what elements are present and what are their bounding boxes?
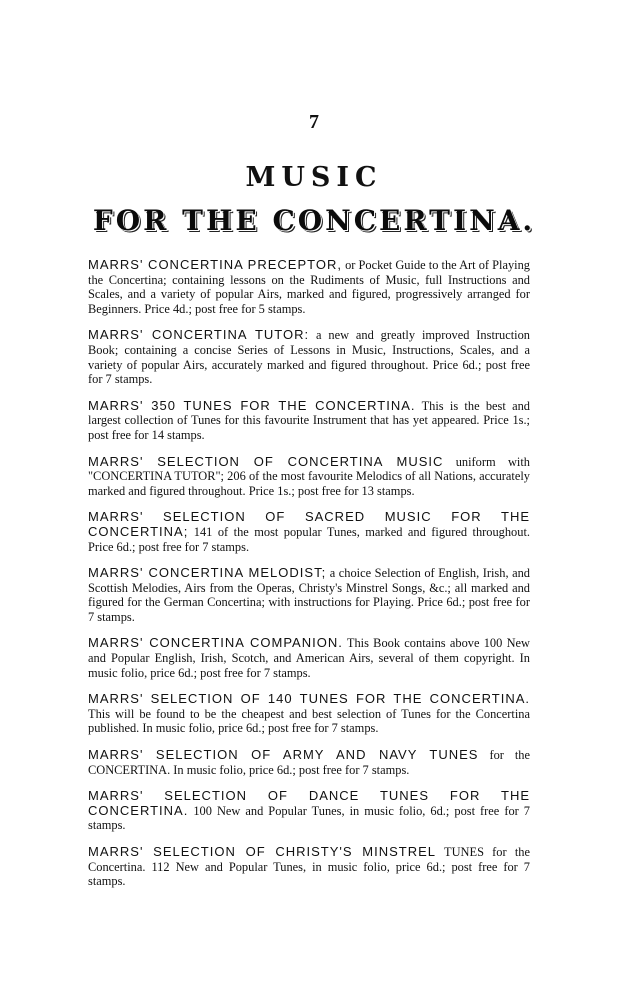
catalogue-entry xyxy=(88,636,530,680)
entry-title: MARRS' CONCERTINA COMPANION. xyxy=(88,635,343,651)
entry-description: 141 of the most popular Tunes, marked and figured throughout. Price 6d.; post free for 7 stamps. xyxy=(88,524,530,554)
catalogue-entry xyxy=(88,258,530,316)
catalogue-entry xyxy=(88,692,530,736)
catalogue-entry xyxy=(88,399,530,443)
entry-title: MARRS' SELECTION OF CONCERTINA MUSIC xyxy=(88,453,444,469)
entry-description: This will be found to be the cheapest and best selection of Tunes for the Concertina published. In music folio, price 6d.; post free for 7 stamps. xyxy=(88,706,530,736)
entry-description: a choice Selection of English, Irish, and Scottish Melodies, Airs from the Operas, Christy's Minstrel Songs, &c.; all marked and figured for the German Concertina; with instructions for Playing. Price 6d.; post free for 7 stamps. xyxy=(88,566,530,624)
catalogue-entry xyxy=(88,789,530,833)
entry-description: This is the best and largest collection of Tunes for this favourite Instrument that has yet appeared. Price 1s.; post free for 14 stamps. xyxy=(88,398,530,442)
catalogue-entry xyxy=(88,845,530,889)
page-number: 7 xyxy=(309,111,319,133)
entry-title: MARRS' CONCERTINA PRECEPTOR, xyxy=(88,257,342,272)
entry-title: MARRS' CONCERTINA TUTOR: xyxy=(88,327,310,343)
catalogue-entry xyxy=(88,455,530,499)
entry-description: This Book contains above 100 New and Popular English, Irish, Scotch, and American Airs, several of them copyright. In music folio, price 6d.; post free for 7 stamps. xyxy=(88,636,530,680)
entry-title: MARRS' SELECTION OF DANCE TUNES FOR THE CONCERTINA. xyxy=(88,788,530,818)
catalogue-entry xyxy=(88,566,530,624)
entry-description: TUNES for the Concertina. 112 New and Popular Tunes, in music folio, price 6d.; post free for 7 stamps. xyxy=(88,845,530,889)
catalogue-entry xyxy=(88,328,530,386)
entry-title: MARRS' SELECTION OF 140 TUNES FOR THE CONCERTINA. xyxy=(88,691,530,707)
entry-title: MARRS' SELECTION OF SACRED MUSIC FOR THE CONCERTINA; xyxy=(88,509,530,539)
heading-music: MUSIC xyxy=(245,162,383,193)
catalogue-list xyxy=(88,258,530,901)
entry-description: 100 New and Popular Tunes, in music folio, 6d.; post free for 7 stamps. xyxy=(88,803,530,833)
entry-title: MARRS' SELECTION OF CHRISTY'S MINSTREL xyxy=(88,844,437,859)
entry-title: MARRS' 350 TUNES FOR THE CONCERTINA. xyxy=(88,397,416,413)
entry-description: uniform with "CONCERTINA TUTOR"; 206 of the most favourite Melodics of all Nations, accurately marked and figured throughout. Price 1s.; post free for 13 stamps. xyxy=(88,454,530,498)
entry-description: for the CONCERTINA. In music folio, price 6d.; post free for 7 stamps. xyxy=(88,748,531,777)
entry-description: a new and greatly improved Instruction Book; containing a concise Series of Lessons in Music, Instructions, Scales, and a variety of popular Airs, accurately marked and figured throughout. Price 6d.; post free for 7 stamps. xyxy=(88,328,530,387)
entry-description: or Pocket Guide to the Art of Playing the Concertina; containing lessons on the Rudiments of Music, full Instructions and Scales, and a variety of popular Airs, marked and figured, progressively arranged for Beginners. Price 4d.; post free for 5 stamps. xyxy=(88,258,530,316)
catalogue-entry xyxy=(88,510,530,554)
entry-title: MARRS' CONCERTINA MELODIST; xyxy=(88,565,327,581)
catalogue-entry xyxy=(88,748,530,777)
entry-title: MARRS' SELECTION OF ARMY AND NAVY TUNES xyxy=(88,747,479,763)
heading-for-the-concertina: FOR THE CONCERTINA. xyxy=(92,204,536,237)
